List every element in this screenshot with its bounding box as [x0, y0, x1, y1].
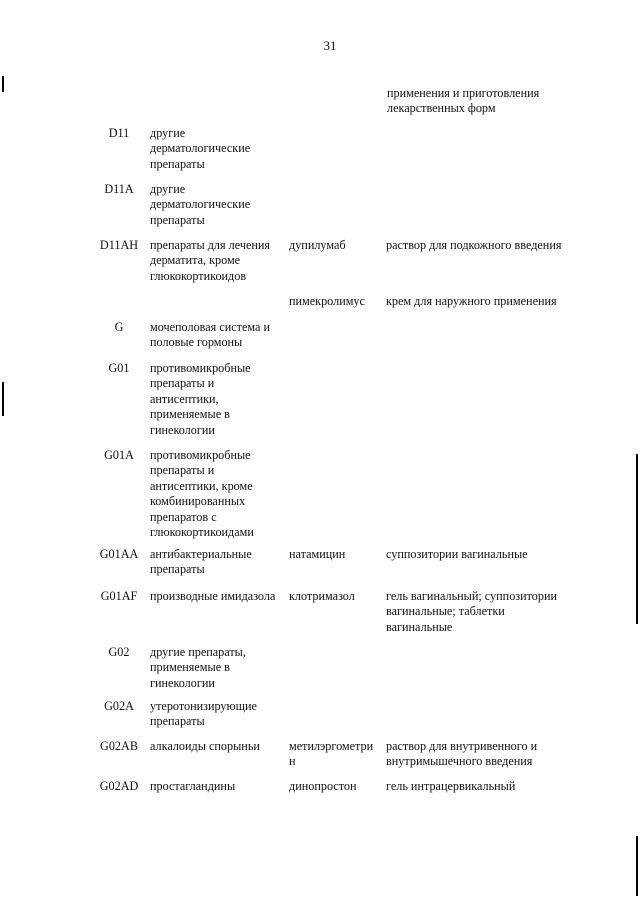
scan-edge-mark: [636, 836, 638, 896]
group-name: антибактериальные препараты: [150, 547, 252, 577]
group-name: простагландины: [150, 779, 236, 793]
group-name: противомикробные препараты и антисептики, кроме комбинированных препаратов с глюкокортикоидами: [150, 448, 254, 540]
group-name: другие дерматологические препараты: [150, 182, 251, 227]
atc-code: G01: [108, 361, 130, 375]
group-name: производные имидазола: [150, 589, 276, 603]
dosage-form: гель вагинальный; суппозитории вагинальные; таблетки вагинальные: [386, 589, 558, 634]
atc-code: G01A: [104, 448, 134, 462]
scan-edge-mark: [636, 454, 638, 624]
dosage-form: суппозитории вагинальные: [386, 547, 528, 561]
scan-edge-mark: [2, 382, 4, 416]
group-name: препараты для лечения дерматита, кроме глюкокортикоидов: [150, 238, 271, 283]
drug-name: динопростон: [289, 779, 357, 793]
atc-code: G02AB: [100, 739, 138, 753]
drug-name: дупилумаб: [289, 238, 346, 252]
group-name: другие дерматологические препараты: [150, 126, 251, 171]
group-name: противомикробные препараты и антисептики, применяемые в гинекологии: [150, 361, 251, 437]
drug-name: клотримазол: [289, 589, 355, 603]
atc-code: G02AD: [99, 779, 139, 793]
drug-name: пимекролимус: [289, 294, 365, 308]
drug-name: метилэргометри н: [289, 739, 374, 769]
atc-code: D11A: [104, 182, 134, 196]
continuation-form-text: применения и приготовления лекарственных форм: [387, 86, 540, 116]
drug-name: натамицин: [289, 547, 346, 561]
atc-code: G02A: [104, 699, 134, 713]
group-name: алкалоиды спорыньи: [150, 739, 260, 753]
group-name: утеротонизирующие препараты: [150, 699, 257, 729]
dosage-form: крем для наружного применения: [386, 294, 557, 308]
atc-code: D11AH: [99, 238, 139, 252]
atc-code: G01AA: [99, 547, 139, 561]
atc-code: G: [114, 320, 124, 334]
dosage-form: раствор для внутривенного и внутримышечного введения: [386, 739, 538, 769]
dosage-form: раствор для подкожного введения: [386, 238, 562, 252]
dosage-form: гель интрацервикальный: [386, 779, 516, 793]
atc-code: D11: [108, 126, 130, 140]
page-number: 31: [323, 38, 337, 53]
atc-code: G02: [108, 645, 130, 659]
group-name: другие препараты, применяемые в гинекологии: [150, 645, 246, 690]
scan-edge-mark: [2, 76, 4, 92]
group-name: мочеполовая система и половые гормоны: [150, 320, 270, 350]
atc-code: G01AF: [100, 589, 138, 603]
